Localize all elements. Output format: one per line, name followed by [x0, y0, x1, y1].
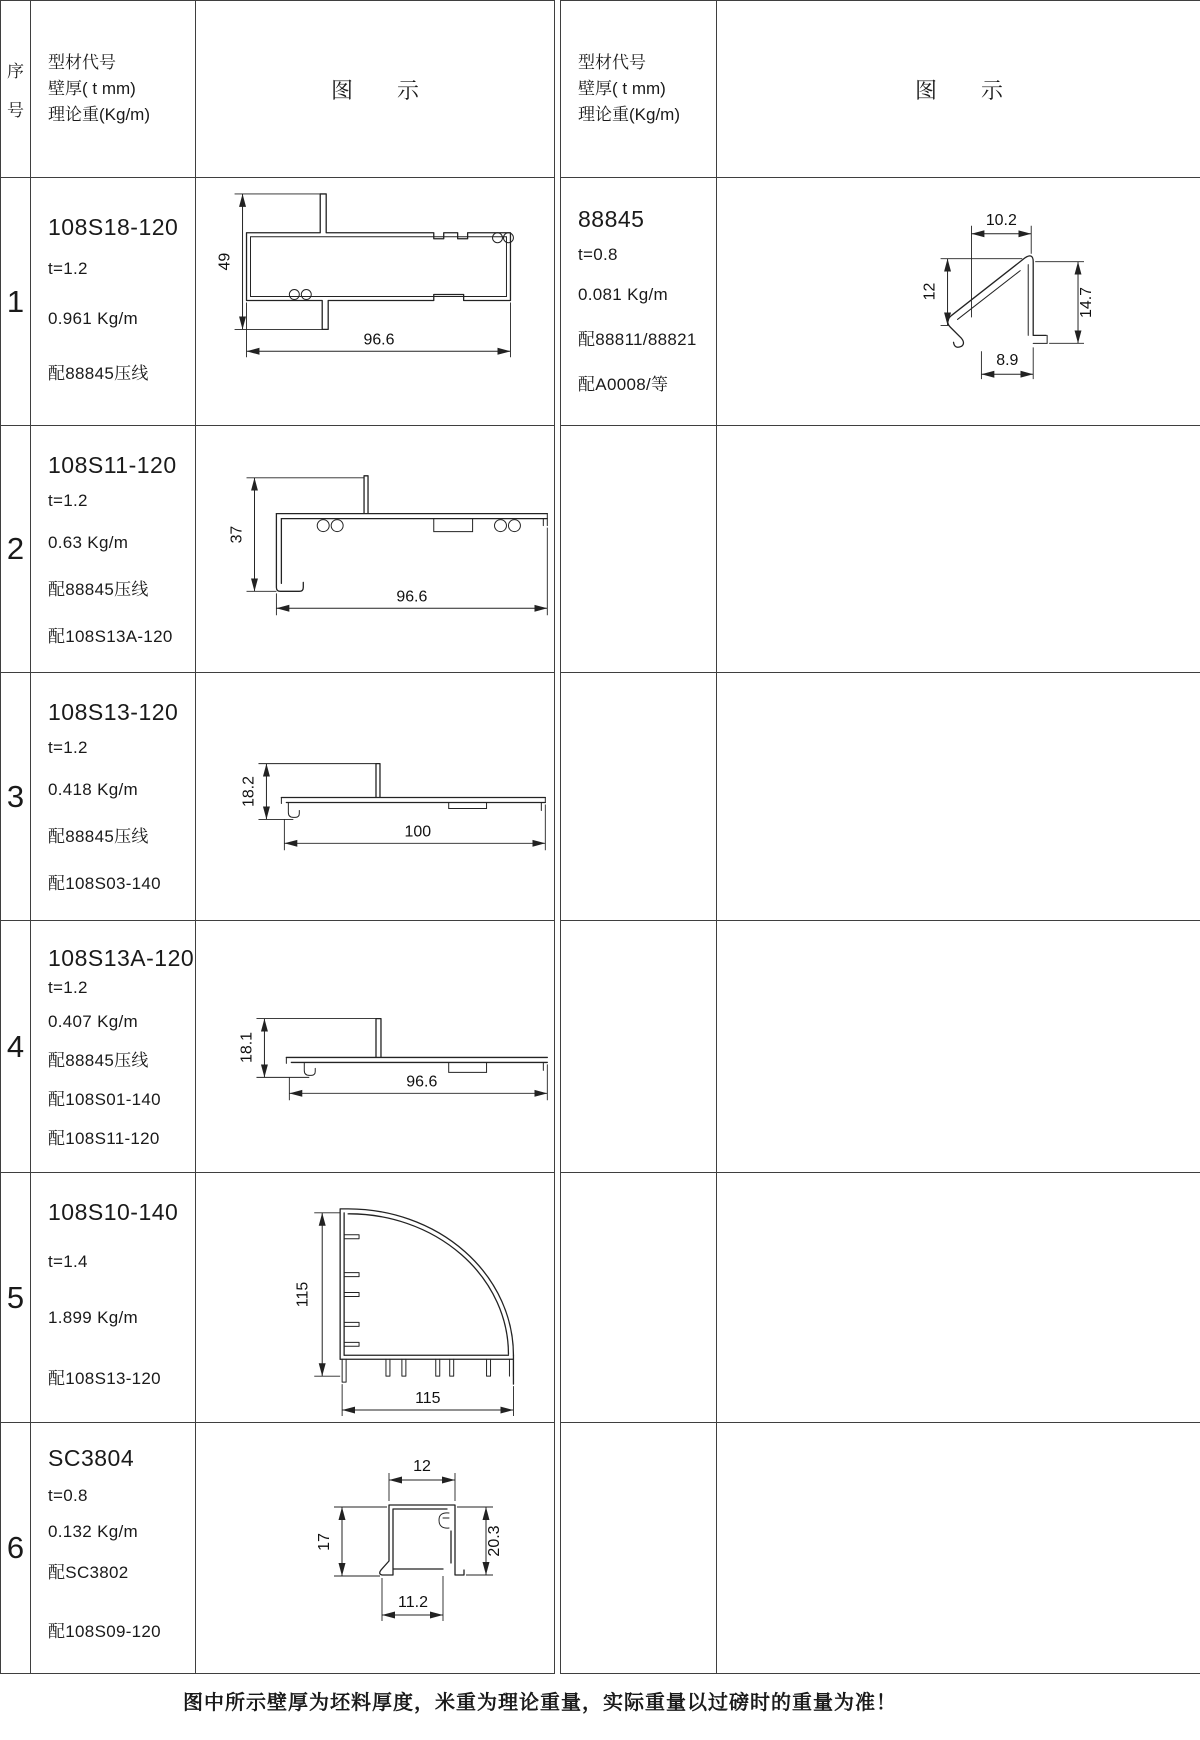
diagram-cell: [196, 1423, 555, 1674]
footer-note: 图中所示壁厚为坯料厚度，米重为理论重量，实际重量以过磅时的重量为准！: [183, 1692, 897, 1714]
spec-cell: [31, 178, 196, 426]
dim-top: 12: [413, 1458, 431, 1475]
spec-line: 0.418 Kg/m: [48, 780, 138, 799]
dim-bottom: 8.9: [996, 352, 1019, 370]
left-header-spec: [31, 1, 196, 178]
diagram-108s13a-120: [196, 921, 554, 1172]
spec-header-line3: 理论重(Kg/m): [578, 105, 680, 124]
spec-line: t=1.4: [48, 1252, 88, 1271]
empty-spec-cell: [561, 1173, 717, 1423]
spec-line: 配108S13A-120: [48, 627, 173, 646]
empty-spec-cell: [561, 921, 717, 1173]
empty-diagram-cell: [717, 426, 1200, 673]
profile-code: SC3804: [48, 1445, 135, 1471]
dim-right: 20.3: [486, 1525, 503, 1557]
spec-line: 配108S11-120: [48, 1129, 160, 1148]
spec-line: 配A0008/等: [578, 375, 669, 394]
dim-height: 49: [216, 252, 234, 271]
dim-width: 100: [404, 823, 432, 841]
diagram-sc3804: [196, 1423, 554, 1673]
spec-line: 配88845压线: [48, 364, 149, 383]
spec-line: 配108S13-120: [48, 1369, 161, 1388]
diagram-88845: [717, 178, 1200, 425]
diagram-108s10-140: [196, 1173, 554, 1422]
spec-line: 配88845压线: [48, 827, 149, 846]
left-header-seq: [1, 1, 31, 178]
seq-number: 1: [6, 283, 25, 319]
right-header-spec: [561, 1, 717, 178]
diagram-108s11-120: [196, 426, 554, 672]
spec-line: t=1.2: [48, 978, 88, 997]
spec-header-line2: 壁厚( t mm): [48, 79, 136, 98]
spec-line: t=1.2: [48, 738, 88, 757]
spec-line: t=0.8: [578, 245, 618, 264]
diagram-108s13-120: [196, 673, 554, 920]
spec-header-line3: 理论重(Kg/m): [48, 105, 150, 124]
empty-spec-cell: [561, 673, 717, 921]
spec-line: t=0.8: [48, 1486, 88, 1505]
dim-width: 115: [415, 1390, 441, 1408]
spec-line: 配88811/88821: [578, 330, 697, 349]
spec-line: 0.081 Kg/m: [578, 285, 668, 304]
spec-cell: [31, 1423, 196, 1674]
spec-header-line1: 型材代号: [578, 53, 646, 72]
seq-number: 5: [6, 1279, 25, 1315]
seq-header-bottom: 号: [7, 101, 24, 120]
spec-line: 配108S09-120: [48, 1622, 161, 1641]
dim-height: 18.2: [240, 776, 258, 808]
profile-code: 108S13-120: [48, 699, 179, 725]
spec-line: 0.961 Kg/m: [48, 309, 138, 328]
seq-cell: [1, 426, 31, 673]
dim-left: 12: [921, 282, 939, 301]
empty-diagram-cell: [717, 921, 1200, 1173]
dim-top: 10.2: [985, 211, 1017, 229]
spec-cell: [31, 1173, 196, 1423]
diagram-cell: [196, 1173, 555, 1423]
left-header-diagram: [196, 1, 555, 178]
seq-cell: [1, 673, 31, 921]
seq-cell: [1, 921, 31, 1173]
diagram-cell: [196, 178, 555, 426]
spec-line: 配88845压线: [48, 580, 149, 599]
dim-left: 17: [316, 1533, 333, 1551]
dim-bottom: 11.2: [398, 1594, 428, 1611]
dim-height: 18.1: [238, 1031, 256, 1063]
spec-line: 0.407 Kg/m: [48, 1012, 138, 1031]
empty-diagram-cell: [717, 673, 1200, 921]
seq-number: 2: [6, 531, 25, 566]
profile-code: 108S11-120: [48, 452, 177, 478]
profile-code: 108S13A-120: [48, 945, 195, 971]
profile-code: 88845: [578, 206, 645, 232]
spec-line: 配108S01-140: [48, 1090, 161, 1109]
spec-header-line2: 壁厚( t mm): [578, 79, 666, 98]
spec-cell: [31, 673, 196, 921]
left-table: [0, 0, 555, 1674]
diagram-cell: [717, 178, 1200, 426]
right-table: [560, 0, 1200, 1674]
seq-number: 6: [6, 1530, 25, 1565]
diagram-header-label: 图 示: [330, 77, 419, 103]
empty-diagram-cell: [717, 1173, 1200, 1423]
seq-cell: [1, 178, 31, 426]
spec-line: 配108S03-140: [48, 874, 161, 893]
diagram-header-label: 图 示: [914, 77, 1003, 103]
spec-line: 0.132 Kg/m: [48, 1522, 138, 1541]
spec-line: t=1.2: [48, 491, 88, 510]
dim-height: 115: [294, 1281, 312, 1308]
spec-line: 配SC3802: [48, 1563, 129, 1582]
seq-cell: [1, 1423, 31, 1674]
profile-code: 108S18-120: [48, 214, 179, 240]
spec-cell: [561, 178, 717, 426]
profile-code: 108S10-140: [48, 1199, 179, 1225]
empty-spec-cell: [561, 1423, 717, 1674]
right-header-diagram: [717, 1, 1200, 178]
diagram-cell: [196, 426, 555, 673]
spec-line: 1.899 Kg/m: [48, 1308, 138, 1327]
spec-cell: [31, 426, 196, 673]
dim-right: 14.7: [1077, 286, 1095, 318]
seq-number: 3: [6, 778, 25, 814]
dim-width: 96.6: [363, 331, 395, 349]
seq-number: 4: [6, 1028, 25, 1064]
diagram-cell: [196, 921, 555, 1173]
dim-width: 96.6: [396, 588, 428, 606]
spec-header-line1: 型材代号: [48, 53, 116, 72]
diagram-108s18-120: [196, 178, 554, 425]
spec-line: t=1.2: [48, 259, 88, 278]
dim-width: 96.6: [406, 1073, 438, 1091]
spec-cell: [31, 921, 196, 1173]
seq-header-top: 序: [7, 62, 24, 81]
dim-height: 37: [228, 525, 246, 544]
seq-cell: [1, 1173, 31, 1423]
empty-spec-cell: [561, 426, 717, 673]
spec-line: 0.63 Kg/m: [48, 533, 129, 552]
diagram-cell: [196, 673, 555, 921]
spec-line: 配88845压线: [48, 1051, 149, 1070]
empty-diagram-cell: [717, 1423, 1200, 1674]
